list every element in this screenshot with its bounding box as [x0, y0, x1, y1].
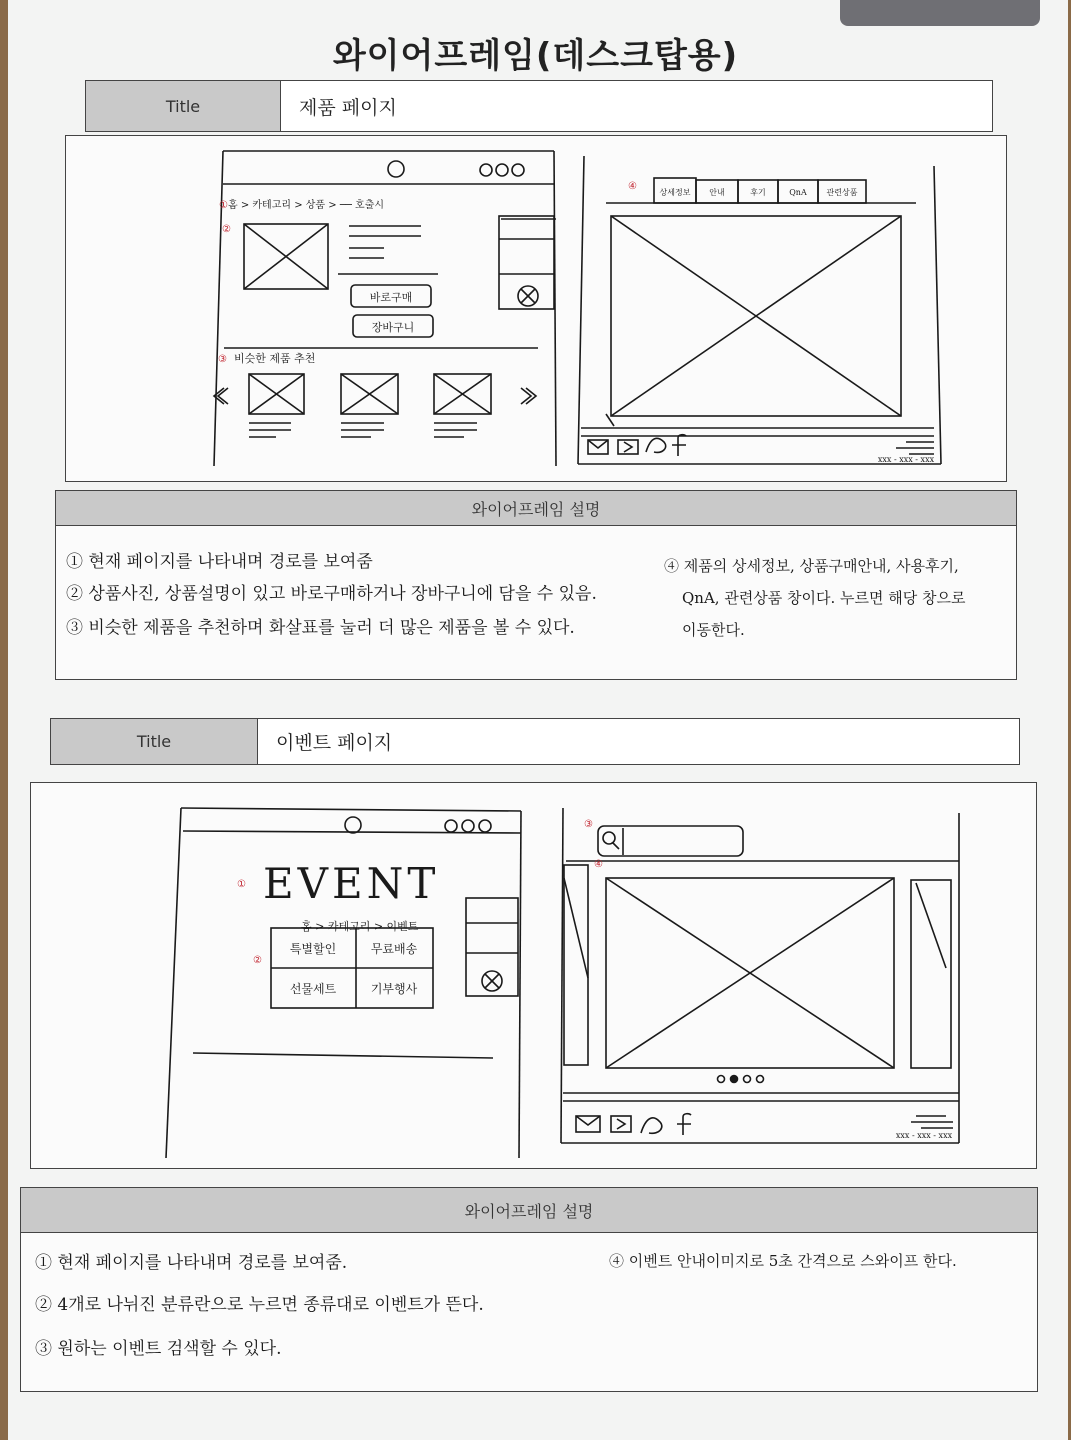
desc-line-1: ① 현재 페이지를 나타내며 경로를 보여줌. [35, 1253, 348, 1273]
binder-clip [840, 0, 1040, 26]
wireframe-frame-product [65, 135, 1007, 482]
marker-2: ② [222, 224, 231, 235]
similar-products-label: 비슷한 제품 추천 [234, 352, 316, 365]
desc-line-1: ① 현재 페이지를 나타내며 경로를 보여줌 [66, 552, 373, 572]
desc-right-line-1: ④ 제품의 상세정보, 상품구매안내, 사용후기, [664, 557, 959, 575]
description-header: 와이어프레임 설명 [21, 1188, 1037, 1233]
footer-contact: xxx - xxx - xxx [895, 1131, 953, 1140]
desc-right-line-1: ④ 이벤트 안내이미지로 5초 간격으로 스와이프 한다. [609, 1252, 957, 1270]
event-breadcrumb: 홈 > 카테고리 > 이벤트 [301, 920, 419, 933]
desc-line-2: ② 상품사진, 상품설명이 있고 바로구매하거나 장바구니에 담을 수 있음. [66, 584, 597, 604]
product-breadcrumb: 홈 > 카테고리 > 상품 > ── 호출시 [228, 200, 385, 211]
marker-1: ① [219, 200, 228, 211]
title-label: Title [51, 719, 258, 764]
product-left-browser [214, 151, 556, 466]
event-right-browser [561, 808, 959, 1143]
buy-now-button[interactable]: 바로구매 [369, 291, 413, 304]
tab-related[interactable]: 관련상품 [826, 188, 858, 197]
category-free-shipping[interactable]: 무료배송 [370, 942, 418, 956]
product-right-browser [578, 156, 941, 464]
cart-button[interactable]: 장바구니 [371, 321, 415, 334]
desc-right-line-2: QnA, 관련상품 창이다. 누르면 해당 창으로 [682, 589, 966, 607]
category-special-discount[interactable]: 특별할인 [289, 942, 337, 956]
title-value: 이벤트 페이지 [276, 732, 393, 754]
desc-line-3: ③ 비슷한 제품을 추천하며 화살표를 눌러 더 많은 제품을 볼 수 있다. [66, 618, 575, 638]
description-header: 와이어프레임 설명 [56, 491, 1016, 526]
footer-contact: xxx - xxx - xxx [877, 455, 935, 464]
product-wireframe-drawing [66, 136, 1006, 481]
wireframe-frame-event [30, 782, 1037, 1169]
marker-4: ④ [594, 859, 603, 870]
description-box-event [20, 1187, 1038, 1392]
marker-3: ③ [584, 819, 593, 830]
title-value: 제품 페이지 [299, 96, 397, 119]
title-row-product [85, 80, 993, 132]
description-box-product [55, 490, 1017, 680]
search-icon [603, 832, 615, 844]
desc-line-3: ③ 원하는 이벤트 검색할 수 있다. [35, 1339, 282, 1359]
marker-3: ③ [218, 354, 227, 365]
category-gift-set[interactable]: 선물세트 [289, 982, 337, 996]
desc-right-line-3: 이동한다. [682, 621, 745, 639]
page-title: 와이어프레임(데스크탑용) [332, 36, 739, 76]
tab-detail[interactable]: 상세정보 [659, 188, 691, 197]
marker-1: ① [237, 879, 246, 890]
tab-guide[interactable]: 안내 [709, 188, 725, 197]
marker-2: ② [253, 955, 262, 966]
title-row-event [50, 718, 1020, 765]
event-heading: EVENT [263, 859, 440, 908]
marker-4: ④ [628, 181, 637, 192]
search-box[interactable] [598, 826, 743, 856]
category-donation[interactable]: 기부행사 [370, 982, 418, 996]
event-wireframe-drawing [31, 783, 1036, 1168]
desc-line-2: ② 4개로 나뉘진 분류란으로 누르면 종류대로 이벤트가 뜬다. [35, 1295, 484, 1315]
title-label: Title [86, 81, 281, 131]
tab-review[interactable]: 후기 [750, 188, 766, 197]
tab-qna[interactable]: QnA [789, 188, 807, 197]
